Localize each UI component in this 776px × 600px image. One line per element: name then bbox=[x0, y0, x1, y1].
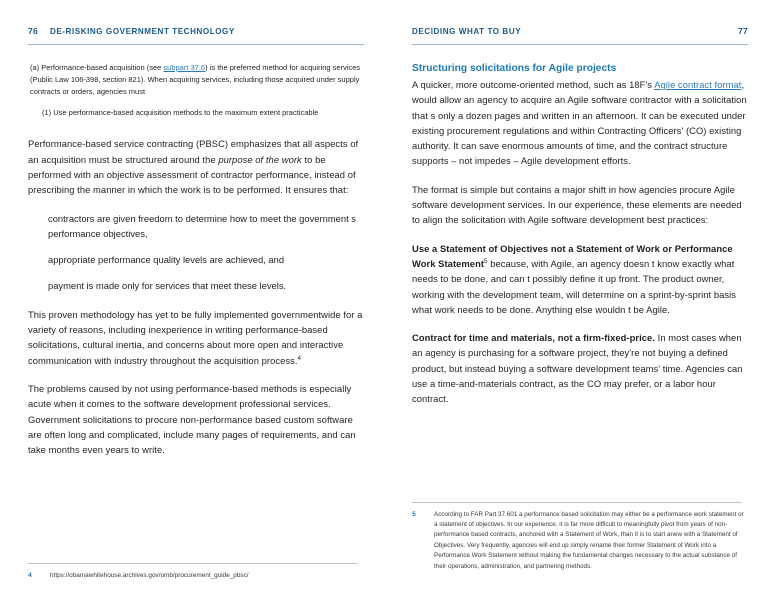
intro-text-after: , would allow an agency to acquire an Agile software contractor with a solicitation that s only a dozen pages and written in an afternoon. It can be executed under existing procurement regulations and within Contracting Officers' (CO) existing authority. It can save enormous amounts of time, and the contract structure supports – not impedes – Agile development efforts. bbox=[412, 79, 747, 167]
regulation-extract-a bbox=[28, 62, 364, 98]
footnote-text[interactable]: https://obamawhitehouse.archives.gov/omb/procurement_guide_pbsc/ bbox=[50, 572, 249, 580]
footnote-item bbox=[28, 571, 364, 582]
footnote-rule-left bbox=[28, 563, 358, 564]
footnote-text: According to FAR Part 37.601 a performance based solicitation may either be a performance work statement or a statement of objectives. In our experience, it is far more difficult to meaningfully pivot from years of non-performance based contracts, anchored with a Statement of Work, than it is to start anew with a Statement of Objectives. Very frequently, agencies will end up simply rename their former Statement of Work into a Performance Work Statement without making the fundamental changes necessary to the actual substance of their operations, administration, and partnering methods. bbox=[434, 510, 744, 570]
paragraph-pbsc bbox=[28, 136, 364, 197]
running-head-title-right: DECIDING WHAT TO BUY bbox=[412, 27, 522, 36]
methodology-text: This proven methodology has yet to be fully implemented governmentwide for a variety of reasons, including inexperience in writing performance-based solicitations, cultural inertia, and concerns about more open and interactive communication with industry throughout the acquisition process. bbox=[28, 308, 363, 366]
footnote-rule-right bbox=[412, 502, 742, 503]
page-right bbox=[388, 0, 776, 600]
right-column-body bbox=[412, 62, 748, 407]
left-column-body bbox=[28, 62, 364, 457]
tm-bold-lead: Contract for time and materials, not a firm-fixed-price. bbox=[412, 332, 655, 344]
subpart-37-6-link[interactable]: subpart 37.6 bbox=[163, 63, 206, 72]
pbsc-ensures-list bbox=[28, 211, 364, 294]
paragraph-time-and-materials bbox=[412, 330, 748, 406]
pbsc-text-1: Performance-based service contracting (PBSC) emphasizes that all aspects of an acquisition must be structured around the bbox=[28, 138, 359, 165]
pbsc-italic-purpose-of-the-work: purpose of the work bbox=[218, 153, 302, 165]
footnote-marker-4[interactable]: 4 bbox=[297, 354, 302, 362]
regulation-extract-1: (1) Use performance-based acquisition methods to the maximum extent practicable bbox=[42, 108, 319, 118]
footnotes-left bbox=[28, 563, 364, 582]
pbsc-text-2: to be performed with an objective assessment of contractor performance, instead of prescribing the manner in which the work is to be performed. It ensures that: bbox=[28, 153, 356, 196]
soo-bold-mid: not a Statement of Work or Performance Work Statement bbox=[412, 242, 733, 269]
tm-rest-text: In most cases when an agency is purchasing for a software project, they're not buying a defined product, but instead buying a software development teams' time. Agencies can use a time-and-materials contract, as the CO may prefer, or a labor hour contract. bbox=[412, 332, 743, 405]
paragraph-methodology bbox=[28, 307, 364, 368]
running-head-title-left: DE-RISKING GOVERNMENT TECHNOLOGY bbox=[49, 27, 235, 36]
paragraph-intro bbox=[412, 77, 748, 169]
header-rule-left bbox=[28, 44, 364, 45]
section-heading: Structuring solicitations for Agile projects bbox=[412, 63, 617, 74]
paragraph-format: The format is simple but contains a major shift in how agencies procure Agile software development services. In our experience, these elements are needed to align the solicitation with Agile software development best practices: bbox=[412, 183, 742, 226]
intro-text-before: A quicker, more outcome-oriented method, such as 18F's bbox=[412, 79, 655, 90]
agile-contract-format-link[interactable]: Agile contract format bbox=[654, 79, 742, 90]
footnote-marker-5[interactable]: 5 bbox=[484, 257, 488, 265]
list-item: payment is made only for services that meet these levels. bbox=[48, 280, 287, 292]
list-item: appropriate performance quality levels are achieved, and bbox=[48, 254, 285, 266]
running-head-right bbox=[412, 26, 748, 39]
footnote-item bbox=[412, 510, 748, 572]
soo-bold-lead: Use a Statement of Objectives bbox=[412, 242, 549, 254]
footnote-number: 4 bbox=[28, 572, 32, 580]
soo-rest-text: because, with Agile, an agency doesn t know exactly what needs to be done, and can t possibly define it up front. The product owner, working with the development team, will determine on a sprint-by-sprint basis what work needs to be done. Anything else wouldn t be Agile. bbox=[412, 257, 737, 315]
list-item: contractors are given freedom to determine how to meet the government s performance objectives, bbox=[48, 212, 356, 239]
footnote-number: 5 bbox=[412, 510, 416, 518]
page-number-left: 76 bbox=[28, 26, 38, 36]
running-head-left bbox=[28, 26, 364, 39]
paragraph-problems: The problems caused by not using performance-based methods is especially acute when it comes to the software development professional services. Government solicitations to procure non-performance based custom software are often long and complicated, include many pages of requirements, and can take months even years to write. bbox=[28, 382, 356, 456]
page-number-right: 77 bbox=[738, 26, 748, 36]
header-rule-right bbox=[412, 44, 748, 45]
extract-a-text-after: ) is the preferred method for acquiring services (Public Law 106-398, section 821). When acquiring services, including those acquired under supply contracts or orders, agencies must bbox=[30, 63, 361, 97]
extract-a-text-before: (a) Performance-based acquisition (see bbox=[30, 63, 164, 72]
footnotes-right bbox=[412, 502, 748, 572]
paragraph-statement-of-objectives bbox=[412, 241, 748, 317]
